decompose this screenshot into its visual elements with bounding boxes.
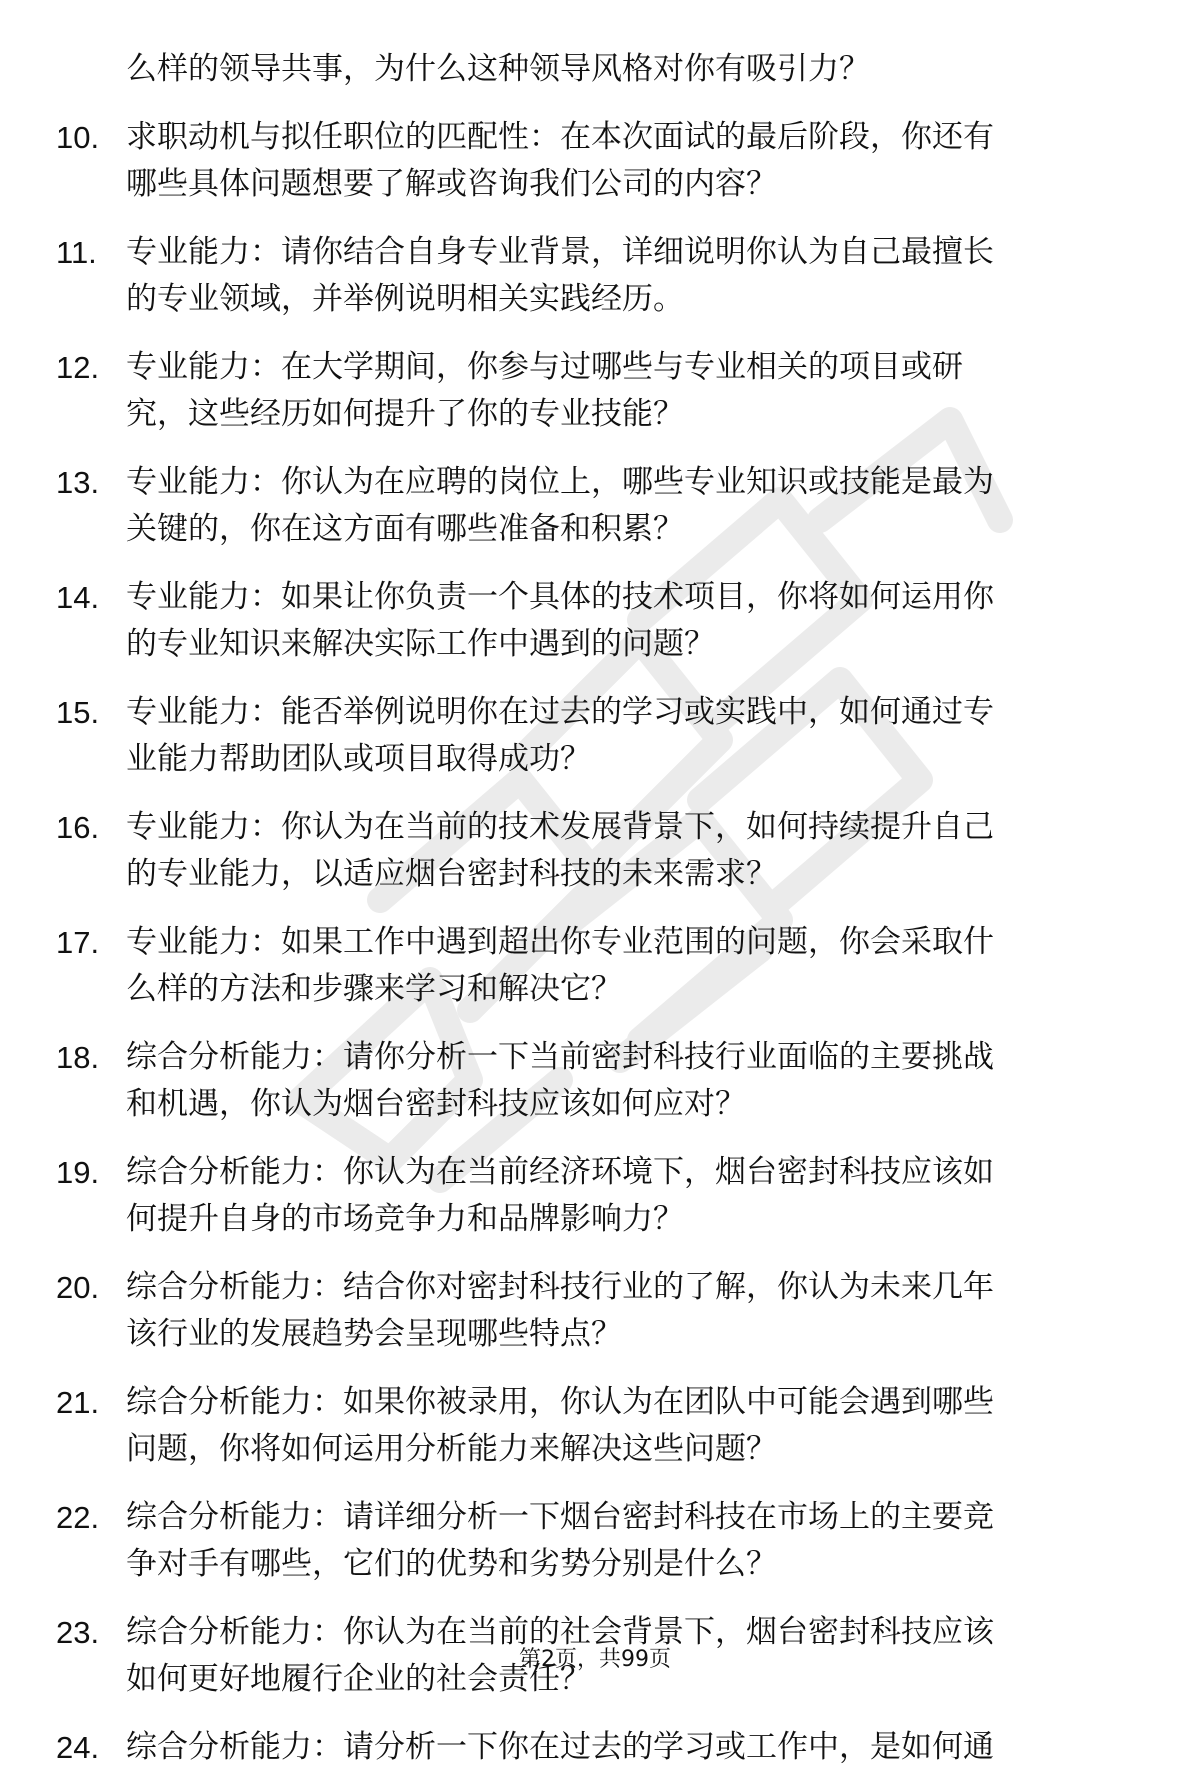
question-list <box>56 46 1116 1792</box>
question-text-line: 究，这些经历如何提升了你的专业技能？ <box>126 396 684 432</box>
question-number: 21. <box>56 1385 100 1420</box>
question-text-line: 的专业知识来解决实际工作中遇到的问题？ <box>126 626 715 662</box>
question-text-line: 专业能力：在大学期间，你参与过哪些与专业相关的项目或研 <box>126 349 963 385</box>
question-number: 13. <box>56 465 100 500</box>
question-item <box>56 919 1116 1013</box>
question-text-line: 如何更好地履行企业的社会责任？ <box>126 1661 591 1697</box>
question-number: 22. <box>56 1500 100 1535</box>
question-text-line: 专业能力：如果工作中遇到超出你专业范围的问题，你会采取什 <box>126 924 994 960</box>
question-text-line: 求职动机与拟任职位的匹配性：在本次面试的最后阶段，你还有 <box>126 119 994 155</box>
question-text-line: 该行业的发展趋势会呈现哪些特点？ <box>126 1316 622 1352</box>
question-item <box>56 1149 1116 1243</box>
question-text-line: 专业能力：如果让你负责一个具体的技术项目，你将如何运用你 <box>126 579 994 615</box>
page-number-footer: 第2页，共99页 <box>519 1647 671 1672</box>
question-item <box>56 1264 1116 1358</box>
question-text-line: 何提升自身的市场竞争力和品牌影响力？ <box>126 1201 684 1237</box>
question-number: 10. <box>56 120 100 155</box>
question-item <box>56 1379 1116 1473</box>
question-text-line: 么样的方法和步骤来学习和解决它？ <box>126 971 622 1007</box>
question-text-line: 业能力帮助团队或项目取得成功？ <box>126 741 591 777</box>
question-text-line: 综合分析能力：请详细分析一下烟台密封科技在市场上的主要竞 <box>126 1499 994 1535</box>
question-item <box>56 459 1116 553</box>
question-item <box>56 804 1116 898</box>
question-item <box>56 344 1116 438</box>
question-number: 19. <box>56 1155 100 1190</box>
question-item <box>56 114 1116 208</box>
question-item <box>56 574 1116 668</box>
question-item <box>56 229 1116 323</box>
question-item <box>56 1724 1116 1771</box>
question-number: 18. <box>56 1040 100 1075</box>
question-number: 16. <box>56 810 100 845</box>
question-text-line: 综合分析能力：如果你被录用，你认为在团队中可能会遇到哪些 <box>126 1384 994 1420</box>
question-number: 15. <box>56 695 100 730</box>
question-text-line: 综合分析能力：你认为在当前的社会背景下，烟台密封科技应该 <box>126 1614 994 1650</box>
question-text-line: 专业能力：能否举例说明你在过去的学习或实践中，如何通过专 <box>126 694 994 730</box>
question-text-line: 综合分析能力：请你分析一下当前密封科技行业面临的主要挑战 <box>126 1039 994 1075</box>
question-number: 24. <box>56 1730 100 1765</box>
question-text-line: 综合分析能力：请分析一下你在过去的学习或工作中，是如何通 <box>126 1729 994 1765</box>
question-text-line: 关键的，你在这方面有哪些准备和积累？ <box>126 511 684 547</box>
question-number: 17. <box>56 925 100 960</box>
question-item <box>56 689 1116 783</box>
question-item <box>56 1034 1116 1128</box>
question-text-line: 专业能力：请你结合自身专业背景，详细说明你认为自己最擅长 <box>126 234 994 270</box>
question-text-line: 和机遇，你认为烟台密封科技应该如何应对？ <box>126 1086 746 1122</box>
question-number: 12. <box>56 350 100 385</box>
question-text-line: 问题，你将如何运用分析能力来解决这些问题？ <box>126 1431 777 1467</box>
question-text-line: 的专业领域，并举例说明相关实践经历。 <box>126 281 684 317</box>
question-text-line: 综合分析能力：你认为在当前经济环境下，烟台密封科技应该如 <box>126 1154 994 1190</box>
question-text-line: 专业能力：你认为在当前的技术发展背景下，如何持续提升自己 <box>126 809 994 845</box>
continued-question-text: 么样的领导共事，为什么这种领导风格对你有吸引力？ <box>126 51 870 87</box>
question-item <box>56 1494 1116 1588</box>
question-text-line: 综合分析能力：结合你对密封科技行业的了解，你认为未来几年 <box>126 1269 994 1305</box>
question-number: 23. <box>56 1615 100 1650</box>
question-text-line: 哪些具体问题想要了解或咨询我们公司的内容？ <box>126 166 777 202</box>
question-number: 20. <box>56 1270 100 1305</box>
question-text-line: 的专业能力，以适应烟台密封科技的未来需求？ <box>126 856 777 892</box>
question-text-line: 专业能力：你认为在应聘的岗位上，哪些专业知识或技能是最为 <box>126 464 994 500</box>
question-number: 11. <box>56 235 97 270</box>
question-number: 14. <box>56 580 100 615</box>
question-text-line: 争对手有哪些，它们的优势和劣势分别是什么？ <box>126 1546 777 1582</box>
